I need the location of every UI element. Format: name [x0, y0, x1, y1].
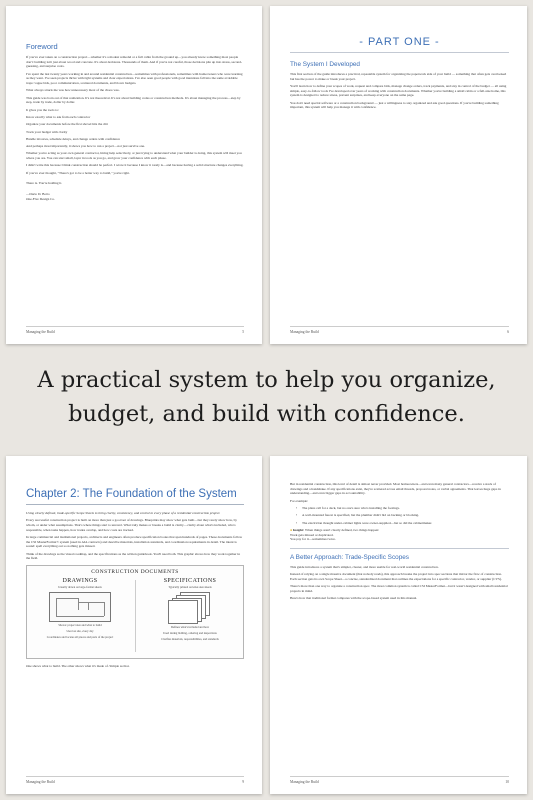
paragraph: And perhaps most importantly, it shows you how to run a project—not just survive one.	[26, 144, 146, 149]
figure-title: CONSTRUCTION DOCUMENTS	[91, 569, 179, 576]
paragraph: Whether you're acting as your own general contractor, hiring help selectively, or just trying to understand what your builder is doing, this system will meet you where you are. You can start small, layer in tools as you go, and grow your confidence with each phase.	[26, 151, 242, 161]
page-number: 10	[505, 780, 509, 784]
page-part-one	[270, 6, 527, 344]
divider	[26, 504, 244, 505]
footer-title: Managing the Build	[290, 780, 319, 784]
page-trade-scopes	[270, 456, 527, 794]
page-text	[290, 482, 509, 542]
part-title: - PART ONE -	[359, 36, 440, 48]
drawings-note: Coordinates and locates all pieces and parts of the project	[46, 634, 114, 639]
paragraph: You'll learn how to define your scopes of work, request and compare bids, manage change orders, track payments, and stay in control of the budget — all using simple, easy-to-follow tools I've developed over years of working with construction documents. Whether you're building a small cabin or a full-size home, this system is designed to reduce stress, prevent surprises, and keep everyone on the same page.	[290, 84, 507, 98]
drawings-subtitle: Usually drawn on large-format sheets	[58, 585, 102, 590]
divider	[290, 52, 509, 53]
list-item	[290, 513, 509, 518]
drawings-note: Shows: project size and what to build	[58, 623, 102, 628]
insight-text: When things aren't clearly defined, two things happen:	[305, 527, 380, 532]
paragraph: For example:	[290, 498, 308, 503]
footer-title: Managing the Build	[26, 330, 55, 334]
paragraph: I didn't write this because I think construction should be perfect. I wrote it because I know it rarely is—and because having a solid structure changes everything.	[26, 163, 244, 168]
paragraph: Think of the drawings as the visual roadmap, and the specifications as the written guidebook. You'll need both. This graphic shows how they work together in the field.	[26, 551, 241, 561]
specifications-column	[142, 578, 238, 656]
page-number: 9	[242, 780, 244, 784]
page-body	[26, 478, 244, 671]
chapter-intro: Using clearly defined, trade-specific Scope Sheets to bring clarity, consistency, and control to every phase of a residential construction project.	[26, 511, 221, 515]
page-footer	[290, 776, 509, 784]
paragraph: If you've ever taken on a construction project—whether it's a modest remodel or a full cabin from the ground up—you already know something most people don't: building isn't just about wood and concrete. It's about decisions. Thousands of them. And if you're not careful, those decisions pile up into stress, second-guessing, and surprise costs.	[26, 55, 242, 69]
blueprint-icon	[49, 592, 111, 622]
document-stack-icon	[166, 592, 214, 624]
lightbulb-icon: ●	[290, 527, 293, 532]
page-body	[26, 42, 244, 202]
list-item	[290, 506, 509, 511]
page-footer	[290, 326, 509, 334]
paragraph: I've spent the last twenty years working in and around residential construction—sometimes with professionals, sometimes with homeowners who were learning as they went. I've seen projects thrive with tight systems and clear expectations. I've also seen good people with good intentions fall into the same avoidable traps: vague bids, poor communication, scattered documents, and blown budgets.	[26, 71, 243, 86]
signature: —Dario D. Botto	[26, 192, 50, 197]
chapter-text	[26, 511, 244, 561]
insight-callout	[290, 528, 509, 542]
drawings-note: Used on site, every day	[66, 629, 94, 634]
section-heading: The System I Developed	[290, 61, 360, 68]
paragraph: Here's how that traditional format compares with the scope-based system used in this manual.	[290, 596, 418, 601]
footer-title: Managing the Build	[290, 330, 319, 334]
page-chapter-2	[6, 456, 262, 794]
paragraph: There's more than one way to organize a construction spec. The most common system is called CSI MasterFormat—but it wasn't designed with small residential projects in mind.	[290, 584, 508, 593]
promo-banner	[0, 344, 533, 450]
bullet-icon: •	[296, 506, 298, 510]
page-body	[290, 34, 509, 113]
banner-line-1: A practical system to help you organize,	[37, 367, 496, 393]
paragraph: If you've ever thought, "There's got to be a better way to build," you're right.	[26, 170, 130, 175]
list-item	[290, 521, 509, 526]
paragraph: In large commercial and institutional projects, architects and engineers often produce specification books that span hundreds of pages. These documents follow the CSI MasterFormat® system (used in AIA contracts) and describe materials, installation standards, and coordination requirements in detail. The intent is sound: spell everything out so nothing gets missed.	[26, 535, 243, 549]
paragraph: What always struck me was how unnecessary most of the chaos was.	[26, 88, 120, 93]
paragraph: Handle invoices, schedule delays, and change orders with confidence	[26, 136, 120, 141]
paragraph: Know exactly what to ask from each contractor	[26, 115, 91, 119]
paragraph: Organize your documents before the first shovel hits the dirt	[26, 122, 108, 127]
paragraph: Track your budget with clarity	[26, 129, 68, 134]
page-foreword	[6, 6, 262, 344]
figure-divider	[135, 580, 136, 652]
chapter-closing	[26, 664, 244, 669]
paragraph: You don't need special software or a construction background — just a willingness to stay organized and ask good questions. If you're building something important, this system will help you manage it with confidence.	[290, 100, 499, 110]
divider	[290, 548, 509, 549]
paragraph: This guide was born out of that realization. It's not theoretical. It's not about building codes or construction methods. It's about managing the process—step by step, trade by trade, dollar by dollar.	[26, 95, 241, 105]
bullet-icon: •	[296, 513, 298, 518]
page-number: 5	[242, 330, 244, 334]
bullet-text: The electrician thought under-cabinet lights were owner-supplied—but so did the cabinetmaker.	[302, 520, 433, 525]
paragraph: But in residential construction, this level of detail is almost never provided. Most homeowners—and even many general contractors—receive a stack of drawings and a handshake. If any specifications exist, they're scattered across email threads, proposal notes, or verbal agreements. That leaves huge gaps in understanding—and even bigger gaps in accountability.	[290, 482, 501, 496]
page-number: 6	[507, 330, 509, 334]
section-text	[290, 72, 509, 110]
section-text	[290, 565, 509, 601]
paragraph: Instead of relying on a single massive document (that nobody reads), this approach breaks the project into spec sections that mirror the flow of construction. Each section gets its own Scope Sheet—a concise, standardized document that outlines the expectations for a specific contractor, vendor, or supplier (CVS).	[290, 572, 502, 581]
page-footer	[26, 326, 244, 334]
page-footer	[26, 776, 244, 784]
page-body	[290, 482, 509, 604]
banner-line-2: budget, and build with confidence.	[68, 401, 465, 427]
construction-documents-figure	[26, 565, 244, 659]
paragraph: This guide introduces a system that's simpler, clearer, and more usable for real-world residential construction.	[290, 565, 439, 569]
bullet-text: A wall-mounted faucet is specified, but the plumber didn't bid on backing or blocking.	[302, 513, 420, 518]
specifications-note: Used during bidding, ordering and inspections	[163, 631, 217, 636]
paragraph: It gives you the tools to:	[26, 107, 59, 112]
bullet-icon: •	[296, 520, 298, 525]
foreword-heading: Foreword	[26, 42, 58, 51]
specifications-heading: SPECIFICATIONS	[163, 578, 217, 585]
insight-line: Work gets missed or duplicated.	[290, 532, 334, 537]
paragraph: There is. You're holding it.	[26, 181, 63, 186]
footer-title: Managing the Build	[26, 780, 55, 784]
drawings-column	[32, 578, 128, 656]
paragraph: This first section of the guide introduces a practical, repeatable system for organizing the paperwork side of your build — something that often gets overlooked but has the power to make or break your project.	[290, 72, 507, 81]
insight-line: You pay for it—sometimes twice.	[290, 537, 336, 542]
specifications-note: Defines what's included and how	[170, 625, 210, 630]
specifications-note: Clarifies materials, responsibilities, and standards	[161, 636, 219, 641]
company-name: One-Five Design Co.	[26, 196, 55, 201]
chapter-title: Chapter 2: The Foundation of the System	[26, 488, 237, 500]
bullet-text: The plans call for a deck, but no one's sure who's installing the footings.	[302, 506, 400, 510]
drawings-heading: DRAWINGS	[62, 578, 98, 585]
insight-label: Insight:	[292, 527, 305, 532]
paragraph: Every successful construction project is built on more than just a good set of drawings. Blueprints may show what gets built—but they rarely show how, by whom, or under what assumptions. That's where things start to unravel. What truly makes or breaks a build is clarity—clarity about what's included, who's responsible, when tasks happen, how trades overlap, and how costs are tracked.	[26, 518, 237, 532]
foreword-text	[26, 55, 244, 202]
specifications-subtitle: Typically printed on letter-size sheets	[168, 585, 212, 590]
paragraph: One shows what to build. The other shows what it's made of. Simple as that.	[26, 664, 130, 669]
section-heading: A Better Approach: Trade-Specific Scopes	[290, 554, 410, 561]
